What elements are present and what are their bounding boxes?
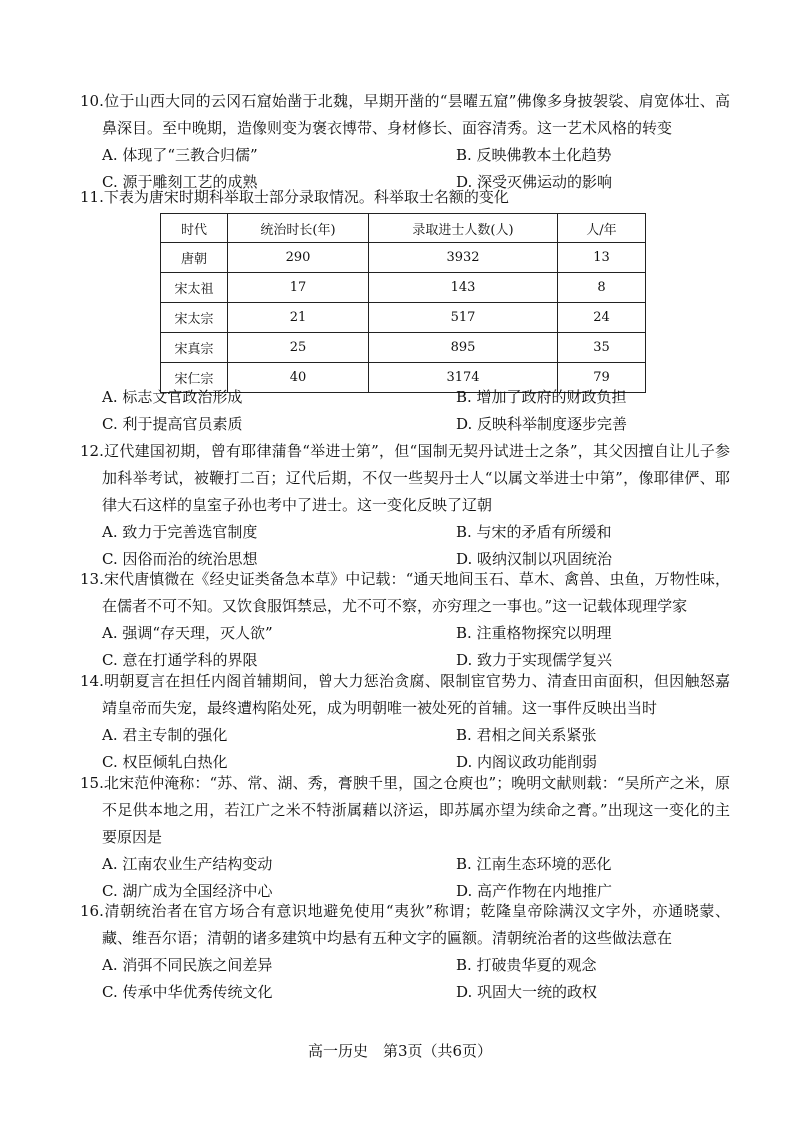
option-c: C. 湖广成为全国经济中心 [102, 882, 273, 900]
question-11-options [80, 384, 730, 438]
table-cell: 24 [558, 303, 646, 333]
question-stem [80, 438, 730, 519]
table-cell: 宋仁宗 [161, 363, 228, 393]
question-16 [80, 898, 730, 1006]
option-c: C. 权臣倾轧白热化 [102, 753, 228, 771]
table-cell: 宋太宗 [161, 303, 228, 333]
table-cell: 13 [558, 243, 646, 273]
option-c: C. 源于雕刻工艺的成熟 [102, 173, 258, 191]
option-b: B. 君相之间关系紧张 [456, 726, 597, 744]
option-d: D. 高产作物在内地推广 [456, 882, 613, 900]
table-cell: 3174 [369, 363, 558, 393]
table-cell: 宋太祖 [161, 273, 228, 303]
option-c: C. 利于提高官员素质 [102, 415, 243, 433]
options [80, 620, 730, 674]
option-a: A. 体现了“三教合归儒” [102, 146, 258, 164]
option-b: B. 江南生态环境的恶化 [456, 855, 612, 873]
question-number: 16. [80, 902, 104, 920]
table-cell: 17 [228, 273, 369, 303]
column-header: 录取进士人数(人) [369, 214, 558, 243]
question-text: 清朝统治者在官方场合有意识地避免使用“夷狄”称谓；乾隆皇帝除满汉文字外，亦通晓蒙、藏、维吾尔语；清朝的诸多建筑中均悬有五种文字的匾额。清朝统治者的这些做法意在 [102, 902, 730, 947]
question-number: 12. [80, 442, 104, 460]
table-row [161, 333, 646, 363]
table-cell: 3932 [369, 243, 558, 273]
table-cell: 143 [369, 273, 558, 303]
table-cell: 517 [369, 303, 558, 333]
table-cell: 宋真宗 [161, 333, 228, 363]
question-stem [80, 770, 730, 851]
table-cell: 290 [228, 243, 369, 273]
table-cell: 8 [558, 273, 646, 303]
question-text: 明朝夏言在担任内阁首辅期间，曾大力惩治贪腐、限制宦官势力、清查田亩面积，但因触怒嘉靖皇帝而失宠，最终遭构陷处死，成为明朝唯一被处死的首辅。这一事件反映出当时 [102, 672, 730, 717]
option-d: D. 反映科举制度逐步完善 [456, 415, 628, 433]
table-cell: 唐朝 [161, 243, 228, 273]
option-a: A. 致力于完善选官制度 [102, 523, 258, 541]
option-a: A. 标志文官政治形成 [102, 388, 243, 406]
option-b: B. 注重格物探究以明理 [456, 624, 612, 642]
question-number: 13. [80, 570, 104, 588]
option-d: D. 深受灭佛运动的影响 [456, 173, 613, 191]
option-b: B. 与宋的矛盾有所缓和 [456, 523, 612, 541]
option-c: C. 传承中华优秀传统文化 [102, 983, 273, 1001]
column-header: 时代 [161, 214, 228, 243]
table-cell: 35 [558, 333, 646, 363]
question-stem [80, 566, 730, 620]
option-b: B. 反映佛教本土化趋势 [456, 146, 612, 164]
option-c: C. 意在打通学科的界限 [102, 651, 258, 669]
column-header: 人/年 [558, 214, 646, 243]
option-a: A. 君主专制的强化 [102, 726, 228, 744]
question-stem [80, 898, 730, 952]
option-d: D. 致力于实现儒学复兴 [456, 651, 613, 669]
question-text: 辽代建国初期，曾有耶律蒲鲁“举进士第”，但“国制无契丹试进士之条”，其父因擅自让儿子参加科举考试，被鞭打二百；辽代后期，不仅一些契丹士人“以属文举进士中第”，像耶律俨、耶律大石这样的皇室子孙也考中了进士。这一变化反映了辽朝 [102, 442, 730, 514]
question-stem [80, 668, 730, 722]
options [80, 519, 730, 573]
table-row [161, 303, 646, 333]
table-row [161, 243, 646, 273]
question-14 [80, 668, 730, 776]
table-cell: 25 [228, 333, 369, 363]
question-text: 下表为唐宋时期科举取士部分录取情况。科举取士名额的变化 [103, 188, 509, 206]
table-row [161, 273, 646, 303]
question-11 [80, 184, 730, 211]
option-a: A. 强调“存天理，灭人欲” [102, 624, 273, 642]
question-text: 位于山西大同的云冈石窟始凿于北魏，早期开凿的“昙曜五窟”佛像多身披袈裟、肩宽体壮、高鼻深目。至中晚期，造像则变为褒衣博带、身材修长、面容清秀。这一艺术风格的转变 [102, 92, 730, 137]
table-cell: 895 [369, 333, 558, 363]
option-a: A. 江南农业生产结构变动 [102, 855, 273, 873]
question-number: 10. [80, 92, 104, 110]
options [80, 952, 730, 1006]
table-cell: 21 [228, 303, 369, 333]
column-header: 统治时长(年) [228, 214, 369, 243]
question-number: 15. [80, 774, 104, 792]
options [80, 722, 730, 776]
table-cell: 40 [228, 363, 369, 393]
option-d: D. 巩固大一统的政权 [456, 983, 598, 1001]
question-15 [80, 770, 730, 905]
question-10 [80, 88, 730, 196]
question-text: 宋代唐慎微在《经史证类备急本草》中记载：“通天地间玉石、草木、禽兽、虫鱼，万物性味，在儒者不可不知。又饮食服饵禁忌，尤不可不察，亦穷理之一事也。”这一记载体现理学家 [102, 570, 730, 615]
page-footer: 高一历史 第3页（共6页） [307, 1042, 493, 1060]
question-number: 14. [80, 672, 104, 690]
option-b: B. 打破贵华夏的观念 [456, 956, 597, 974]
option-c: C. 因俗而治的统治思想 [102, 550, 258, 568]
option-d: D. 吸纳汉制以巩固统治 [456, 550, 613, 568]
options [80, 384, 730, 438]
options [80, 851, 730, 905]
data-table [160, 213, 646, 393]
question-12 [80, 438, 730, 573]
question-13 [80, 566, 730, 674]
table-header-row [161, 214, 646, 243]
option-b: B. 增加了政府的财政负担 [456, 388, 627, 406]
option-d: D. 内阁议政功能削弱 [456, 753, 598, 771]
question-text: 北宋范仲淹称：“苏、常、湖、秀，膏腴千里，国之仓庾也”；晚明文献则载：“吴所产之米，原不足供本地之用，若江广之米不特浙属藉以济运，即苏属亦望为续命之膏。”出现这一变化的主要原因是 [102, 774, 730, 846]
option-a: A. 消弭不同民族之间差异 [102, 956, 273, 974]
question-number: 11. [80, 188, 104, 206]
question-stem [80, 88, 730, 142]
table-cell: 79 [558, 363, 646, 393]
question-stem [80, 184, 730, 211]
